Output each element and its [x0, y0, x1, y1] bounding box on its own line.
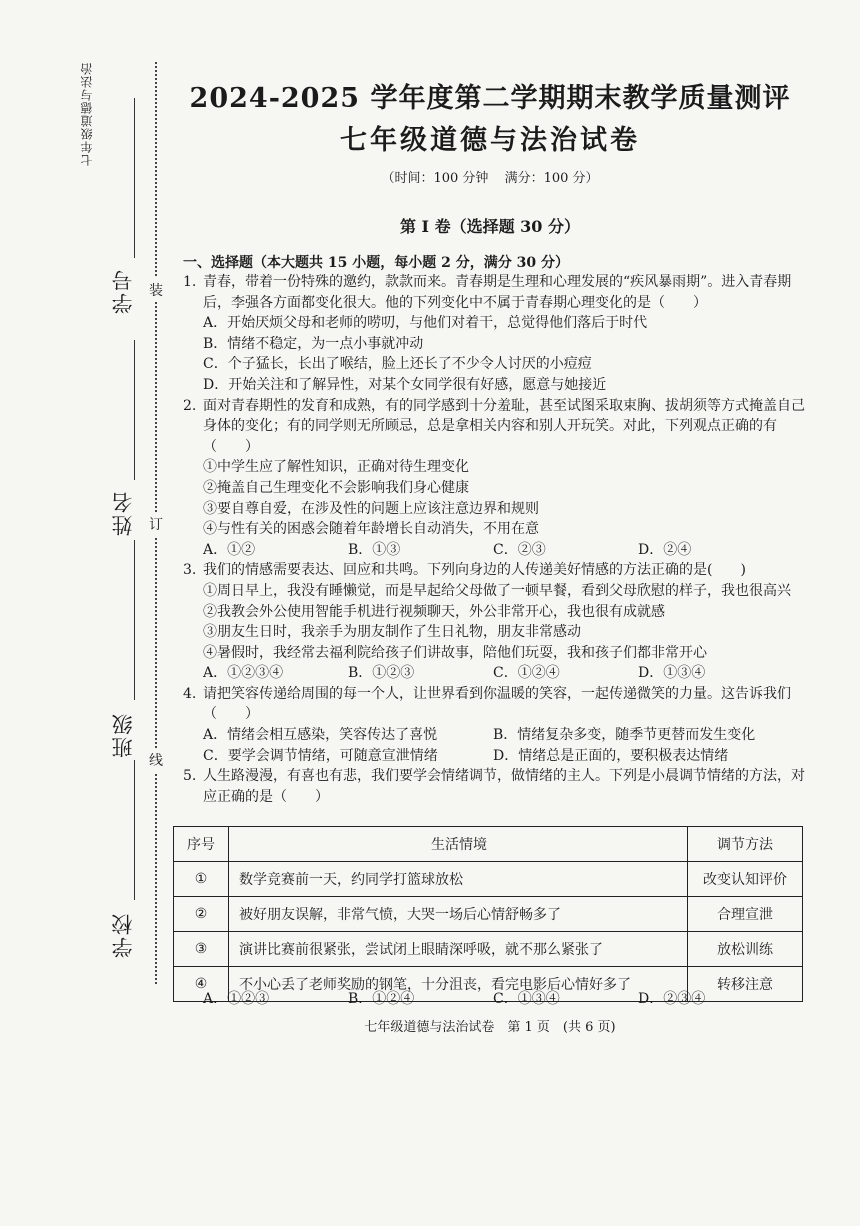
- option-b: B．①③: [348, 541, 401, 558]
- option-b: B．①②③: [348, 665, 415, 682]
- table-cell: 转移注意: [688, 967, 803, 1002]
- option-a: A．①②③④: [203, 665, 284, 682]
- table-header-row: [174, 827, 803, 862]
- question-3: [183, 560, 813, 684]
- statement-item: ②掩盖自己生理变化不会影响我们身心健康: [203, 479, 469, 496]
- question-1: [183, 272, 813, 396]
- option-a: A．①②③: [203, 991, 270, 1007]
- question-stem: 请把笑容传递给周围的每一个人，让世界看到你温暖的笑容，一起传递微笑的力量。这告诉我们（ ）: [203, 685, 791, 723]
- name-line: [134, 340, 135, 480]
- option-a: A．开始厌烦父母和老师的唠叨，与他们对着干，总觉得他们落后于时代: [203, 315, 648, 332]
- table-cell: 改变认知评价: [688, 862, 803, 897]
- option-b: B．情绪不稳定，为一点小事就冲动: [203, 335, 424, 352]
- table-cell: 演讲比赛前很紧张，尝试闭上眼睛深呼吸，就不那么紧张了: [229, 932, 688, 967]
- part-title: 第 I 卷（选择题 30 分）: [399, 217, 581, 236]
- table-cell: 数学竞赛前一天，约同学打篮球放松: [229, 862, 688, 897]
- choice-row: [183, 725, 813, 746]
- table-row: [174, 862, 803, 897]
- exam-time: （时间：100 分钟: [381, 171, 489, 186]
- binding-mark-xian: 线: [148, 748, 164, 772]
- statement-item: ③朋友生日时，我亲手为朋友制作了生日礼物，朋友非常感动: [203, 624, 581, 641]
- statement-item: ①周日早上，我没有睡懒觉，而是早起给父母做了一顿早餐，看到父母欣慰的样子，我也很高兴: [203, 582, 791, 599]
- table-cell: ④: [174, 967, 229, 1002]
- question-number: 3.: [183, 562, 197, 579]
- option-b: B．①②④: [348, 991, 415, 1007]
- exam-title: 2024-2025 学年度第二学期期末教学质量测评: [189, 83, 791, 114]
- statement-item: ①中学生应了解性知识，正确对待生理变化: [203, 459, 469, 476]
- table-cell: ①: [174, 862, 229, 897]
- table-cell: ③: [174, 932, 229, 967]
- table-row: [174, 932, 803, 967]
- option-d: D．②④: [638, 541, 692, 558]
- statement-item: ④暑假时，我经常去福利院给孩子们讲故事，陪他们玩耍，我和孩子们都非常开心: [203, 644, 707, 661]
- question-4: [183, 684, 813, 766]
- student-id-line: [134, 98, 135, 258]
- table-cell: 合理宣泄: [688, 897, 803, 932]
- exam-score: 满分：100 分）: [504, 171, 599, 186]
- option-c: C．①③④: [493, 991, 560, 1007]
- table-cell: ②: [174, 897, 229, 932]
- option-c: C．①②④: [493, 665, 560, 682]
- question-number: 4.: [183, 685, 197, 702]
- option-c: C．个子猛长，长出了喉结，脸上还长了不少令人讨厌的小痘痘: [203, 356, 592, 373]
- option-d: D．②③④: [638, 991, 706, 1007]
- school-line: [134, 760, 135, 900]
- option-d: D．开始关注和了解异性，对某个女同学很有好感，愿意与她接近: [203, 376, 607, 393]
- exam-meta: [180, 167, 800, 186]
- class-line: [134, 540, 135, 700]
- table-cell: 被好朋友误解，非常气愤，大哭一场后心情舒畅多了: [229, 897, 688, 932]
- option-a: A．①②: [203, 541, 256, 558]
- question-stem: 人生路漫漫，有喜也有悲，我们要学会情绪调节，做情绪的主人。下列是小晨调节情绪的方法，对应正确的是（ ）: [203, 768, 805, 805]
- statement-item: ③要自尊自爱，在涉及性的问题上应该注意边界和规则: [203, 500, 539, 517]
- statement-item: ④与性有关的困惑会随着年龄增长自动消失，不用在意: [203, 521, 539, 538]
- choice-row: [183, 540, 813, 561]
- question-2: [183, 396, 813, 561]
- question-stem: 我们的情感需要表达、回应和共鸣。下列向身边的人传递美好情感的方法正确的是( ): [203, 562, 746, 579]
- question-number: 2.: [183, 397, 197, 414]
- table-row: [174, 897, 803, 932]
- question-number: 1.: [183, 274, 197, 290]
- table-cell: 放松训练: [688, 932, 803, 967]
- option-b: B．情绪复杂多变，随季节更替而发生变化: [493, 727, 756, 744]
- question-number: 5.: [183, 768, 197, 785]
- column-header-situation: 生活情境: [229, 827, 688, 862]
- table-cell: 不小心丢了老师奖励的钢笔，十分沮丧，看完电影后心情好多了: [229, 967, 688, 1002]
- binding-margin: [0, 0, 165, 1010]
- option-a: A．情绪会相互感染，笑容传达了喜悦: [203, 727, 438, 744]
- binding-mark-ding: 订: [148, 512, 164, 536]
- exam-subtitle: 七年级道德与法治试卷: [340, 125, 640, 156]
- binding-mark-zhuang: 装: [148, 278, 164, 302]
- question-list: [183, 272, 813, 807]
- sidebar-vertical-title: 七年级道德与法治: [80, 62, 94, 166]
- question-5: [183, 766, 813, 807]
- column-header-method: 调节方法: [688, 827, 803, 862]
- option-d: D．情绪总是正面的，要积极表达情绪: [493, 747, 729, 764]
- question-5-choices: [203, 988, 783, 1008]
- question-stem: 青春，带着一份特殊的邀约，款款而来。青春期是生理和心理发展的“疾风暴雨期”。进入青春期后，李强各方面都变化很大。他的下列变化中不属于青春期心理变化的是（ ）: [203, 274, 792, 311]
- column-header-number: 序号: [174, 827, 229, 862]
- choice-row: [183, 663, 813, 684]
- section-heading: 一、选择题（本大题共 15 小题，每小题 2 分，满分 30 分）: [183, 255, 569, 271]
- emotion-regulation-table: [173, 826, 803, 1002]
- student-id-label: 学号: [111, 268, 135, 314]
- option-d: D．①③④: [638, 665, 706, 682]
- question-stem: 面对青春期性的发育和成熟，有的同学感到十分羞耻，甚至试图采取束胸、拔胡须等方式掩盖自己身体的变化；有的同学则无所顾忌，总是拿相关内容和别人开玩笑。对此，下列观点正确的有（ ）: [203, 397, 805, 455]
- choice-row: [183, 746, 813, 767]
- option-c: C．要学会调节情绪，可随意宣泄情绪: [203, 747, 438, 764]
- class-label: 班级: [111, 712, 135, 758]
- option-c: C．②③: [493, 541, 546, 558]
- school-label: 学校: [111, 912, 135, 958]
- statement-item: ②我教会外公使用智能手机进行视频聊天，外公非常开心，我也很有成就感: [203, 603, 665, 620]
- page-footer: 七年级道德与法治试卷 第 1 页 (共 6 页): [364, 1020, 616, 1035]
- name-label: 姓名: [111, 490, 135, 536]
